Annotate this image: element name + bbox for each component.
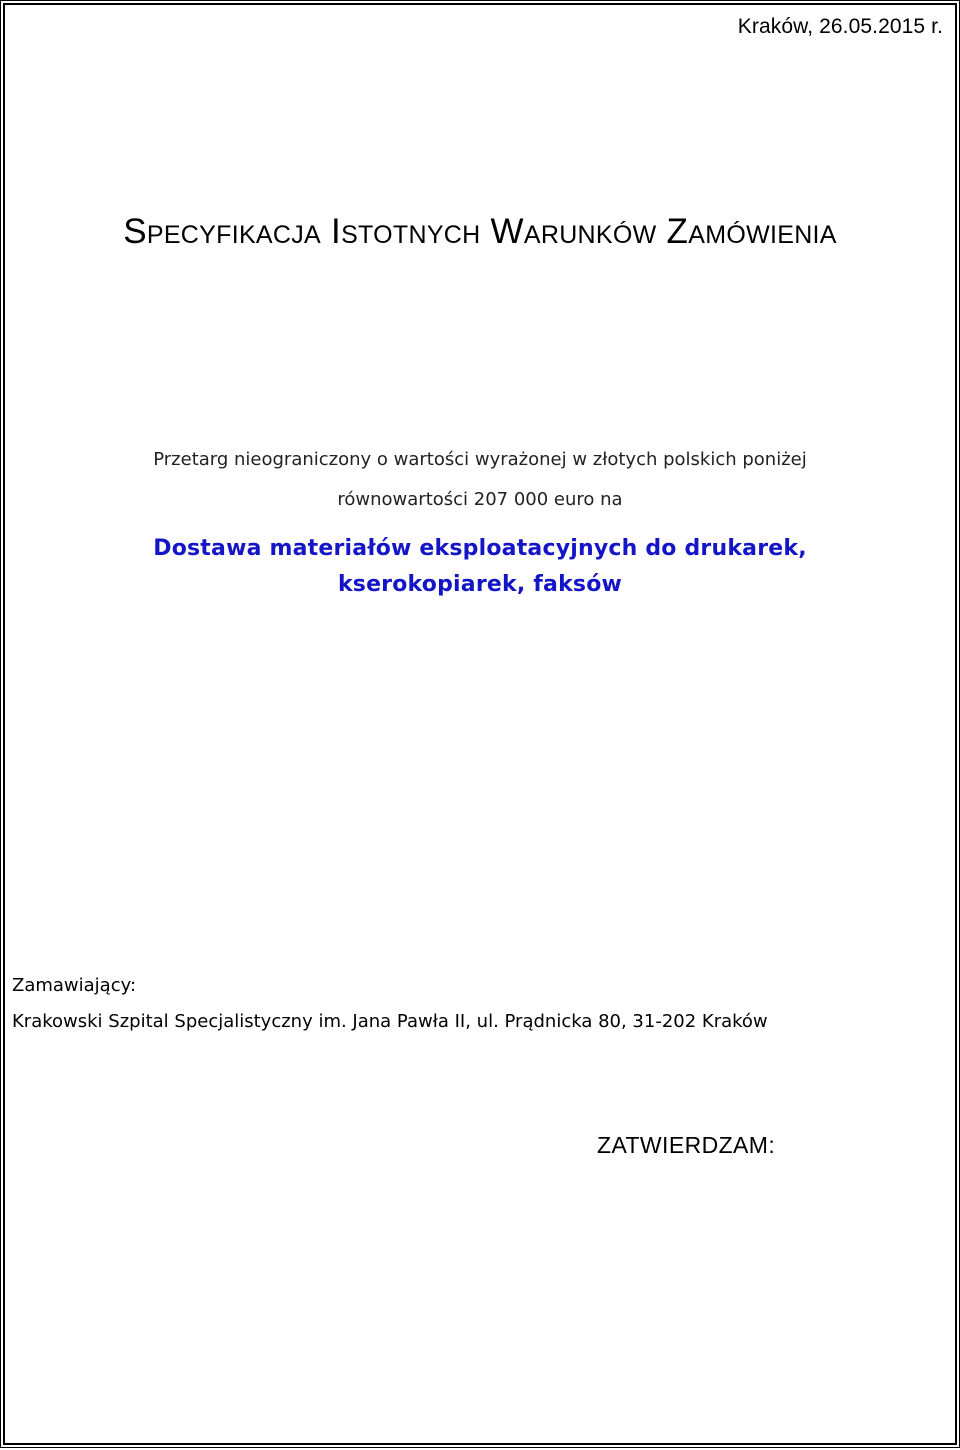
document-date: Kraków, 26.05.2015 r. bbox=[737, 15, 943, 38]
tender-description bbox=[0, 440, 960, 520]
tender-description-line-1: Przetarg nieograniczony o wartości wyrażonej w złotych polskich poniżej bbox=[153, 449, 807, 470]
procurement-subject bbox=[0, 531, 960, 603]
procurement-subject-line-2: kserokopiarek, faksów bbox=[337, 572, 623, 597]
procurement-subject-line-1: Dostawa materiałów eksploatacyjnych do drukarek, bbox=[153, 536, 807, 561]
contracting-authority-label: Zamawiający: bbox=[12, 975, 137, 996]
contracting-authority bbox=[12, 968, 768, 1040]
approval-label: ZATWIERDZAM: bbox=[597, 1132, 776, 1158]
document-title: Specyfikacja Istotnych Warunków Zamówienia bbox=[123, 212, 837, 251]
tender-description-line-2: równowartości 207 000 euro na bbox=[337, 489, 623, 510]
contracting-authority-details: Krakowski Szpital Specjalistyczny im. Jana Pawła II, ul. Prądnicka 80, 31-202 Kraków bbox=[12, 1011, 768, 1032]
